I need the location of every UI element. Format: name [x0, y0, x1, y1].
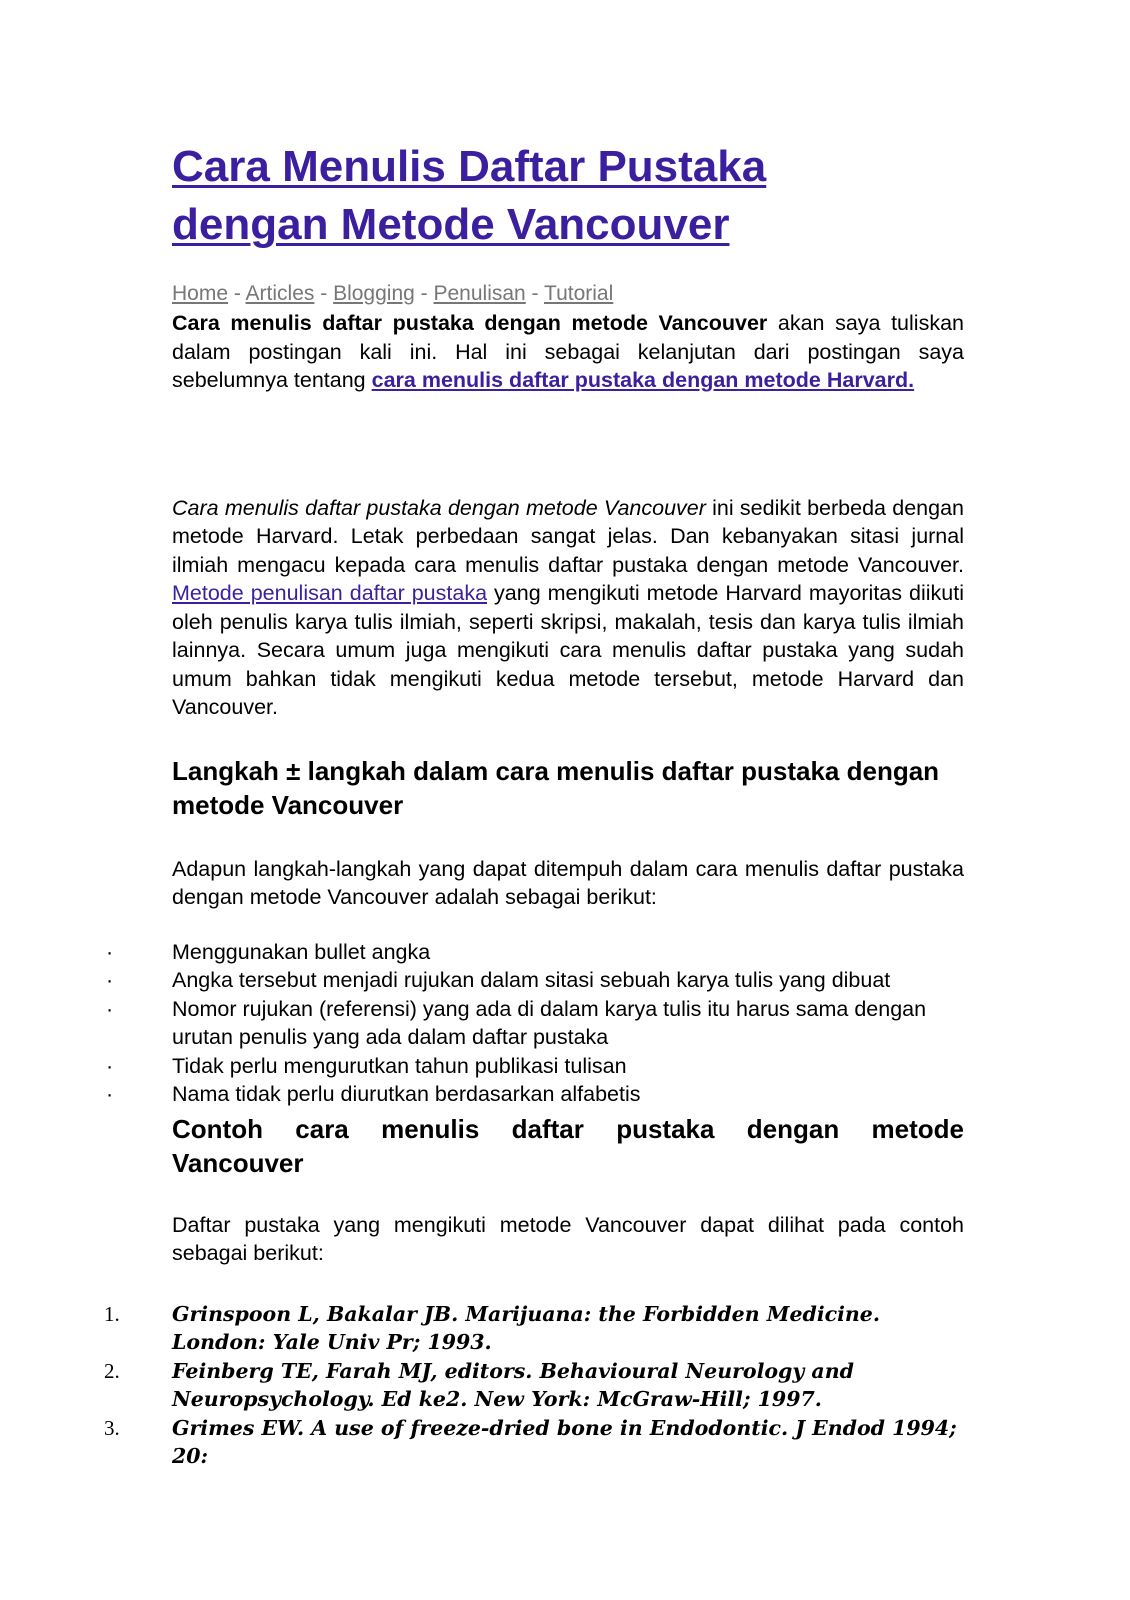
breadcrumb	[172, 280, 964, 308]
steps-heading: Langkah ± langkah dalam cara menulis daftar pustaka dengan metode Vancouver	[172, 755, 940, 820]
reference-number: 3.	[104, 1415, 120, 1440]
bullet: ·	[106, 1082, 114, 1106]
intro-paragraph	[172, 309, 964, 395]
list-item: · Tidak perlu mengurutkan tahun publikasi tulisan	[172, 1052, 964, 1081]
title-line-2[interactable]: dengan Metode Vancouver	[172, 200, 730, 249]
bullet: ·	[106, 996, 114, 1021]
list-item: · Nama tidak perlu diurutkan berdasarkan alfabetis	[172, 1080, 964, 1109]
breadcrumb-tutorial[interactable]: Tutorial	[544, 282, 614, 305]
para-italic: Cara menulis daftar pustaka dengan metode Vancouver	[172, 495, 706, 520]
bullet: ·	[106, 1053, 114, 1078]
steps-list	[106, 938, 964, 1109]
reference-item: 2. Feinberg TE, Farah MJ, editors. Behavioural Neurology and Neuropsychology. Ed ke2. New York: McGraw-Hill; 1997.	[104, 1358, 854, 1411]
breadcrumb-separator: -	[314, 282, 334, 305]
para-text-2: yang mengikuti metode Harvard mayoritas diikuti oleh penulis karya tulis ilmiah, seperti skripsi, makalah, tesis dan karya tulis ilmiah lainnya. Secara umum juga mengikuti cara menulis daftar pustaka yang sudah umum bahkan tidak mengikuti kedua metode tersebut, metode Harvard dan Vancouver.	[172, 581, 964, 719]
example-heading-line-1: Contoh cara menulis daftar pustaka dengan metode	[172, 1113, 964, 1144]
breadcrumb-blogging[interactable]: Blogging	[333, 282, 415, 305]
title-line-1[interactable]: Cara Menulis Daftar Pustaka	[172, 142, 767, 191]
bullet: ·	[106, 939, 114, 964]
article	[104, 138, 964, 1471]
reference-item: 3. Grimes EW. A use of freeze-dried bone in Endodontic. J Endod 1994; 20:	[104, 1415, 957, 1468]
breadcrumb-separator: -	[228, 282, 246, 305]
harvard-link[interactable]: cara menulis daftar pustaka dengan metode Harvard.	[371, 368, 915, 392]
page-title[interactable]	[172, 138, 964, 254]
list-item: · Angka tersebut menjadi rujukan dalam sitasi sebuah karya tulis yang dibuat	[172, 966, 964, 995]
metode-penulisan-link[interactable]: Metode penulisan daftar pustaka	[172, 581, 488, 605]
reference-list	[104, 1300, 964, 1471]
breadcrumb-articles[interactable]: Articles	[245, 282, 315, 305]
body-paragraph	[172, 494, 964, 722]
breadcrumb-home[interactable]: Home	[172, 282, 229, 305]
example-intro: Daftar pustaka yang mengikuti metode Vancouver dapat dilihat pada contoh sebagai berikut:	[172, 1212, 964, 1265]
breadcrumb-penulisan[interactable]: Penulisan	[433, 282, 526, 305]
reference-number: 1.	[104, 1301, 120, 1326]
intro-bold: Cara menulis daftar pustaka dengan metode Vancouver	[172, 311, 768, 335]
breadcrumb-separator: -	[525, 282, 545, 305]
title-link[interactable]	[172, 142, 766, 249]
reference-number: 2.	[104, 1358, 120, 1383]
steps-intro: Adapun langkah-langkah yang dapat ditempuh dalam cara menulis daftar pustaka dengan metode Vancouver adalah sebagai berikut:	[172, 856, 964, 909]
list-item: · Nomor rujukan (referensi) yang ada di dalam karya tulis itu harus sama dengan urutan penulis yang ada dalam daftar pustaka	[106, 996, 927, 1049]
breadcrumb-separator: -	[414, 282, 434, 305]
example-heading	[172, 1112, 964, 1180]
intro-text: akan saya tuliskan dalam postingan kali ini. Hal ini sebagai kelanjutan dari postingan saya sebelumnya tentang	[172, 311, 964, 392]
example-heading-line-2: Vancouver	[172, 1147, 304, 1178]
para-text-1: ini sedikit berbeda dengan metode Harvard. Letak perbedaan sangat jelas. Dan kebanyakan sitasi jurnal ilmiah mengacu kepada cara menulis daftar pustaka dengan metode Vancouver.	[172, 495, 964, 577]
bullet: ·	[106, 968, 114, 992]
list-item: · Menggunakan bullet angka	[172, 938, 964, 967]
reference-item: 1. Grinspoon L, Bakalar JB. Marijuana: the Forbidden Medicine. London: Yale Univ Pr; 1993.	[104, 1301, 880, 1354]
